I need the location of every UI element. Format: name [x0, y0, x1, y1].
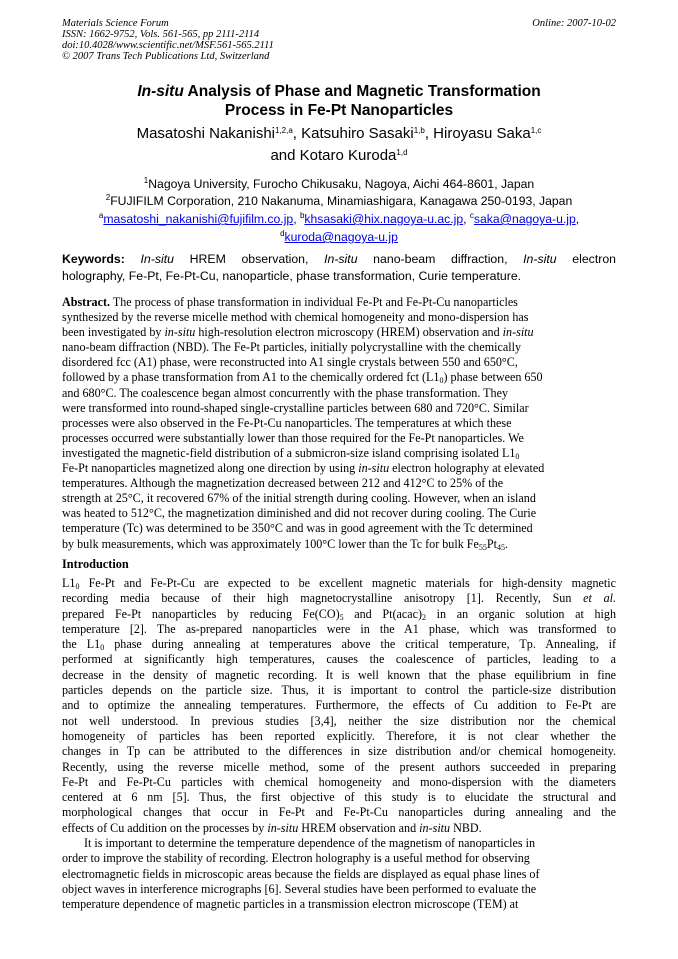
- email-sep-2: ,: [463, 212, 470, 226]
- intro-line: centered at 6 nm [5]. Thus, the first objective of this study is to elucidate the structural and: [62, 790, 616, 805]
- intro-line: [62, 576, 616, 591]
- author-1: Masatoshi Nakanishi: [136, 125, 275, 142]
- email-link-c[interactable]: saka@nagoya-u.jp: [473, 212, 576, 226]
- paper-title-line-2: Process in Fe-Pt Nanoparticles: [224, 102, 454, 119]
- email-line-2: [0, 229, 678, 246]
- abstract-line: and 680°C. The coalescence began almost concurrently with the phase transformation. They: [62, 385, 509, 400]
- intro-text: phase during annealing at temperatures above the critical temperature, Tp. Annealing, if: [104, 637, 617, 652]
- abstract-sub: 0: [515, 451, 520, 461]
- title-insitu: In-situ: [137, 83, 184, 100]
- abstract-line: [62, 446, 616, 461]
- paper-title-line-1: [0, 82, 678, 102]
- abstract-sub: 0: [439, 376, 444, 386]
- intro-line: [62, 607, 616, 622]
- intro-text: NBD.: [450, 820, 482, 835]
- email-sep-1: ,: [293, 212, 300, 226]
- abstract-text: high-resolution electron microscopy (HREM) observation and: [195, 325, 503, 340]
- abstract-italic: in-situ: [164, 325, 196, 340]
- intro-line: morphological changes that occur in Fe-Pt and Fe-Pt-Cu nanoparticles during annealing and the: [62, 805, 616, 820]
- abstract-text: ) phase between 650: [443, 370, 543, 385]
- email-b-sup: b: [299, 211, 305, 220]
- email-sep-3: ,: [575, 212, 580, 226]
- intro-line: temperature [2]. The as-prepared nanoparticles were in the A1 phase, which was transformed to: [62, 621, 616, 636]
- author-3-sup: 1,c: [530, 126, 542, 135]
- intro-line: particles depends on the particle size. Thus, it is important to control the particle-size distribution: [62, 683, 616, 698]
- intro-italic: et al.: [583, 591, 616, 606]
- abstract-text: The process of phase transformation in individual Fe-Pt and Fe-Pt-Cu nanoparticles: [110, 295, 518, 309]
- email-line-1: [0, 211, 678, 228]
- abstract-line: [62, 370, 616, 385]
- copyright-line: © 2007 Trans Tech Publications Ltd, Switzerland: [62, 51, 270, 62]
- intro-line: and to optimize the annealing temperatures. Furthermore, the effects of Cu addition to Fe-Pt are: [62, 698, 616, 713]
- abstract-line: processes were also observed in the Fe-Pt-Cu nanoparticles. The temperatures at which these: [62, 415, 512, 430]
- abstract-line: temperatures. Although the magnetization decreased between 212 and 412°C to 25% of the: [62, 476, 504, 491]
- keywords-text-1: HREM observation,: [174, 252, 325, 266]
- intro-sub: 0: [75, 582, 80, 591]
- abstract-text: electron holography at elevated: [389, 461, 545, 476]
- intro-p2-line: object waves in interference micrographs [6]. Several studies have been performed to evaluate the: [62, 881, 537, 896]
- abstract-text: .: [504, 536, 509, 551]
- keywords-insitu-2: In-situ: [324, 252, 358, 266]
- abstract-line: temperature (Tc) was determined to be 350°C and was in good agreement with the Tc determined: [62, 521, 533, 536]
- author-2: , Katsuhiro Sasaki: [292, 125, 414, 142]
- journal-name: Materials Science Forum: [62, 18, 169, 29]
- intro-text: the L1: [62, 637, 101, 652]
- online-date: Online: 2007-10-02: [532, 18, 616, 29]
- keywords-text-2: nano-beam diffraction,: [357, 252, 524, 266]
- abstract-line: [62, 461, 616, 476]
- authors-line-1: [0, 123, 678, 145]
- intro-text: and Pt(acac): [343, 606, 422, 621]
- email-link-b[interactable]: khsasaki@hix.nagoya-u.ac.jp: [304, 212, 464, 226]
- abstract-line: [62, 295, 616, 310]
- affiliation-2-text: FUJIFILM Corporation, 210 Nakanuma, Minamiashigara, Kanagawa 250-0193, Japan: [110, 194, 573, 208]
- abstract-line: nano-beam diffraction (NBD). The Fe-Pt particles, initially polycrystalline with the chemically: [62, 340, 521, 355]
- keywords-line-1: [62, 251, 616, 268]
- issn-line: ISSN: 1662-9752, Vols. 561-565, pp 2111-2114: [62, 29, 260, 40]
- keywords-line-2: holography, Fe-Pt, Fe-Pt-Cu, nanoparticle, phase transformation, Curie temperature.: [62, 269, 522, 283]
- email-link-d[interactable]: kuroda@nagoya-u.jp: [284, 230, 398, 244]
- keywords-label: Keywords:: [62, 252, 125, 266]
- intro-text: effects of Cu addition on the processes by: [62, 820, 268, 835]
- keywords: [62, 251, 616, 285]
- intro-sub: 0: [100, 643, 105, 653]
- abstract-text: been investigated by: [62, 325, 165, 340]
- intro-text: prepared Fe-Pt nanoparticles by reducing Fe(CO): [62, 606, 340, 621]
- intro-text: L1: [62, 576, 76, 590]
- abstract-line: was heated to 512°C, the magnetization diminished and did not recover during cooling. The Curie: [62, 506, 537, 521]
- email-a-sup: a: [98, 211, 104, 220]
- keywords-insitu-1: In-situ: [140, 252, 174, 266]
- affiliation-1-text: Nagoya University, Furocho Chikusaku, Nagoya, Aichi 464-8601, Japan: [148, 177, 535, 191]
- intro-line: decrease in the density of magnetic recording. It is well known that the phase equilibrium in fine: [62, 667, 616, 682]
- affiliation-1-sup: 1: [143, 176, 149, 185]
- intro-text: recording media because of their high magnetocrystalline anisotropy [1]. Recently, Sun: [62, 591, 584, 606]
- intro-sub: 5: [339, 612, 344, 622]
- intro-italic: in-situ: [267, 820, 299, 835]
- intro-text: in an organic solution at high: [426, 606, 616, 621]
- email-c-sup: c: [469, 211, 474, 220]
- author-4: and Kotaro Kuroda: [270, 147, 397, 164]
- abstract-italic: in-situ: [358, 461, 390, 476]
- abstract-sub: 55: [478, 542, 487, 552]
- intro-p2-line: electromagnetic fields in microscopic areas because the fields are displayed as equal phase lines of: [62, 866, 540, 881]
- author-2-sup: 1,b: [413, 126, 425, 135]
- abstract: [62, 295, 616, 552]
- intro-p2-line: order to improve the stability of recording. Electron holography is a useful method for observing: [62, 851, 530, 866]
- intro-line-last: [62, 821, 616, 836]
- affiliation-1: [0, 176, 678, 193]
- intro-line: Fe-Pt and Fe-Pt-Cu particles with chemical homogeneity and mono-dispersion with the diameters: [62, 774, 616, 789]
- intro-line: homogeneity of particles has been reported explicitly. Therefore, it is not clear whether the: [62, 728, 616, 743]
- authors-line-2: [0, 145, 678, 167]
- keywords-text-3: electron: [556, 252, 617, 266]
- title-line-1-text: Analysis of Phase and Magnetic Transformation: [183, 83, 541, 100]
- intro-italic: in-situ: [419, 820, 451, 835]
- abstract-line: [62, 325, 616, 340]
- intro-text: Fe-Pt and Fe-Pt-Cu are expected to be excellent magnetic materials for high-density magnetic: [79, 576, 616, 590]
- intro-line: Recently, using the reverse micelle method, some of the present authors succeeded in preparing: [62, 759, 616, 774]
- intro-sub: 2: [422, 612, 426, 622]
- abstract-text: Pt: [486, 536, 497, 551]
- author-3: , Hiroyasu Saka: [424, 125, 531, 142]
- abstract-text: followed by a phase transformation from A1 to the chemically ordered fct (L1: [62, 370, 440, 385]
- abstract-line: were transformed into round-shaped single-crystalline particles between 680 and 720°C. Similar: [62, 400, 529, 415]
- introduction-body: [62, 576, 616, 913]
- abstract-italic: in-situ: [502, 325, 534, 340]
- intro-text: HREM observation and: [298, 820, 420, 835]
- abstract-text: by bulk measurements, which was approximately 100°C lower than the Tc for bulk Fe: [62, 536, 479, 551]
- author-4-sup: 1,d: [396, 148, 408, 157]
- intro-line: not well understood. In previous studies [3,4], neither the size distribution nor the chemical: [62, 713, 616, 728]
- abstract-line: strength at 25°C, it recovered 67% of the initial strength during cooling. However, when an island: [62, 491, 536, 506]
- abstract-label: Abstract.: [62, 295, 111, 309]
- keywords-insitu-3: In-situ: [523, 252, 557, 266]
- intro-p2-line: temperature dependence of magnetic particles in a transmission electron microscope (TEM) at: [62, 897, 519, 912]
- abstract-text: Fe-Pt nanoparticles magnetized along one direction by using: [62, 461, 359, 476]
- author-1-sup: 1,2,a: [275, 126, 293, 135]
- abstract-sub: 45: [496, 542, 505, 552]
- abstract-text: investigated the magnetic-field distribution of a submicron-size island comprising isolated L1: [62, 445, 516, 460]
- affiliation-2-sup: 2: [105, 193, 111, 202]
- intro-line: [62, 637, 616, 652]
- intro-line: performed at significantly high temperatures, causes the coalescence of particles, leading to a: [62, 652, 616, 667]
- section-heading-introduction: Introduction: [62, 557, 129, 571]
- intro-p2-line: It is important to determine the temperature dependence of the magnetism of nanoparticles in: [84, 836, 536, 851]
- doi-line: doi:10.4028/www.scientific.net/MSF.561-565.2111: [62, 40, 274, 51]
- abstract-line: [62, 537, 616, 552]
- email-link-a[interactable]: masatoshi_nakanishi@fujifilm.co.jp: [103, 212, 294, 226]
- intro-line: changes in Tp can be attributed to the differences in size distribution and/or chemical homogeneity.: [62, 744, 616, 759]
- abstract-line: disordered fcc (A1) phase, were reconstructed into A1 single crystals between 550 and 650°C,: [62, 355, 518, 370]
- affiliation-2: [0, 193, 678, 210]
- abstract-line: processes occurred were substantially lower than those required for the Fe-Pt nanoparticles. We: [62, 430, 524, 445]
- email-d-sup: d: [280, 229, 285, 238]
- abstract-line: synthesized by the reverse micelle method with chemical homogeneity and mono-dispersion has: [62, 310, 529, 325]
- intro-line: [62, 591, 616, 606]
